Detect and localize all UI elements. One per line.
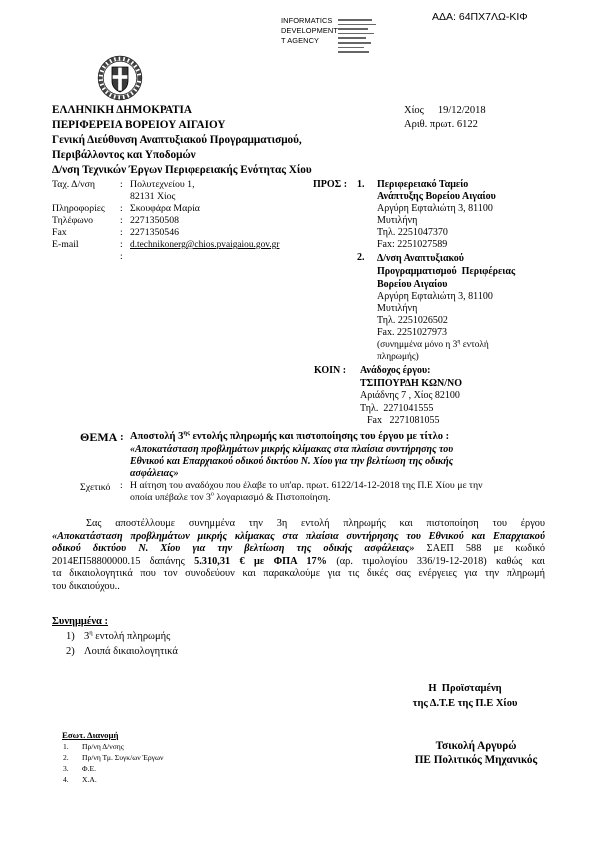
recipient-1	[377, 179, 496, 251]
ada-code: ΑΔΑ: 64ΠΧ7ΛΩ-ΚΙΦ	[432, 11, 528, 23]
contact-separator: :	[120, 239, 123, 250]
contact-label	[52, 251, 120, 263]
fine-print-line	[338, 51, 369, 53]
contact-row	[52, 227, 280, 239]
fine-print-line	[338, 47, 364, 49]
distribution-number: 3.	[63, 764, 69, 773]
greek-coat-of-arms-icon	[97, 55, 143, 101]
related-label: Σχετικό	[80, 482, 111, 493]
body-line	[52, 556, 545, 569]
contact-value: Σκουφάρα Μαρία	[130, 203, 200, 214]
recipient-detail: Τηλ. 2251026502	[377, 315, 448, 326]
recipient-note: πληρωμής)	[377, 352, 419, 362]
subject-text: εντολής πληρωμής και πιστοποίησης του έργου με τίτλο :	[189, 431, 450, 442]
recipient-name-line: Βορείου Αιγαίου	[377, 279, 448, 290]
body-amount: 5.310,31 € με ΦΠΑ 17%	[194, 555, 327, 567]
signatory-title	[395, 681, 535, 711]
fine-print-line	[338, 28, 368, 30]
date-value: 19/12/2018	[437, 105, 486, 116]
body-line	[52, 568, 545, 581]
signatory-title-line: της Δ.Τ.Ε της Π.Ε Χίου	[412, 698, 518, 709]
email-link[interactable]: d.technikonerg@chios.pvaigaiou.gov.gr	[130, 240, 280, 250]
recipient-number: 1.	[357, 179, 365, 190]
recipient-number: 2.	[357, 252, 365, 263]
body-text: ΣΑΕΠ 588 με κωδικό	[414, 543, 545, 555]
recipient-detail: Αργύρη Εφταλιώτη 3, 81100	[377, 291, 493, 302]
contact-row	[52, 215, 280, 227]
project-title	[130, 444, 453, 480]
cc-block	[360, 365, 462, 428]
related-text-part: λογαριασμό & Πιστοποίηση.	[213, 492, 331, 503]
attachment-text: Λοιπά δικαιολογητικά	[84, 646, 178, 657]
logo-line-1: INFORMATICS	[281, 16, 333, 25]
header-line: Περιβάλλοντος και Υποδομών	[52, 149, 196, 161]
recipient-detail: Fax: 2251027589	[377, 239, 448, 250]
contact-value: 2271350508	[130, 215, 179, 226]
subject-separator: :	[120, 431, 124, 443]
body-line	[52, 531, 545, 544]
attachment-superscript: η	[89, 629, 93, 637]
related-superscript: ο	[210, 491, 214, 498]
contact-separator: :	[120, 215, 123, 226]
cc-detail: Τηλ. 2271041555	[360, 402, 434, 414]
internal-distribution-label: Εσωτ. Διανομή	[62, 730, 119, 740]
body-project-title: οδικού δικτύου Ν. Χίου για την βελτίωση της οδικής ασφάλειας»	[52, 543, 415, 555]
contact-separator: :	[120, 227, 123, 238]
subject-label: ΘΕΜΑ	[80, 430, 118, 444]
project-title-line: «Αποκατάσταση προβλημάτων μικρής κλίμακας στα πλαίσια συντήρησης του	[130, 444, 454, 455]
contact-row	[52, 239, 280, 251]
recipient-note	[377, 339, 515, 351]
related-line: Η αίτηση του αναδόχου που έλαβε το υπ'αρ. πρωτ. 6122/14-12-2018 της Π.Ε Χίου με την	[130, 480, 483, 491]
fine-print-line	[338, 19, 372, 21]
attachment-item	[66, 644, 178, 659]
contact-row	[52, 251, 280, 263]
distribution-item	[63, 752, 163, 763]
fine-print-line	[338, 33, 374, 35]
logo-line-2: DEVELOPMENT	[281, 26, 338, 35]
body-text: του δικαιούχου..	[52, 580, 120, 592]
attachment-text	[84, 629, 170, 644]
related-line	[130, 492, 483, 504]
body-project-title: «Αποκατάσταση προβλημάτων μικρής κλίμακας στα πλαίσια συντήρησης του Εθνικού και Επαρχιακού	[52, 530, 545, 542]
contact-label: Τηλέφωνο	[52, 215, 94, 226]
cc-detail: Fax 2271081055	[367, 415, 440, 426]
cc-title: Ανάδοχος έργου:	[360, 365, 431, 376]
signatory-name: Τσικολή Αργυρώ	[435, 740, 517, 752]
cc-detail: Αριάδνης 7 , Χίος 82100	[360, 390, 460, 401]
attachment-item	[66, 629, 178, 644]
date-place: Χίος	[404, 105, 424, 116]
recipient-name-line: Προγραμματισμού Περιφέρειας	[377, 266, 516, 277]
recipient-detail: Τηλ. 2251047370	[377, 227, 448, 238]
fine-print-line	[338, 24, 376, 26]
body-paragraph	[52, 518, 545, 594]
recipient-detail: Fax. 2251027973	[377, 327, 447, 338]
recipient-name-line: Ανάπτυξης Βορείου Αιγαίου	[377, 191, 496, 202]
contact-label: E-mail	[52, 239, 79, 250]
header-line: ΠΕΡΙΦΕΡΕΙΑ ΒΟΡΕΙΟΥ ΑΙΓΑΙΟΥ	[52, 119, 226, 131]
subject-text: Αποστολή 3	[130, 431, 184, 442]
contact-row	[52, 179, 280, 191]
recipient-2	[377, 252, 515, 363]
body-text: τα δικαιολογητικά που τον συνοδεύουν και παρακαλούμε για τις δικές σας ενέργειες για την πληρωμή	[52, 568, 545, 580]
recipient-detail: Μυτιλήνη	[377, 303, 418, 314]
signatory	[400, 739, 552, 767]
contact-separator: :	[120, 251, 123, 262]
project-title-line: Εθνικού και Επαρχιακού οδικού δικτύου Ν. Χίου για την βελτίωση της οδικής	[130, 456, 454, 467]
distribution-number: 4.	[63, 775, 69, 784]
note-superscript: η	[457, 338, 461, 345]
to-label: ΠΡΟΣ :	[313, 179, 348, 190]
contact-value: Πολυτεχνείου 1,	[130, 179, 195, 190]
header-line: ΕΛΛΗΝΙΚΗ ΔΗΜΟΚΡΑΤΙΑ	[52, 104, 192, 116]
distribution-item	[63, 774, 163, 785]
internal-distribution-list	[63, 741, 163, 785]
attachment-number: 2)	[66, 646, 75, 657]
contact-separator: :	[120, 179, 123, 190]
distribution-text: Χ.Α.	[82, 775, 97, 784]
contact-value: 2271350546	[130, 227, 179, 238]
distribution-text: Πρ/νη Δ/νσης	[82, 742, 124, 751]
subject-superscript: ης	[183, 429, 190, 437]
cc-name: ΤΣΙΠΟΥΡΔΗ ΚΩΝ/ΝΟ	[360, 377, 463, 389]
contact-info	[52, 179, 280, 263]
recipient-name-line: Περιφερειακό Ταμείο	[377, 179, 469, 190]
header-line: Δ/νση Τεχνικών Έργων Περιφερειακής Ενότητας Χίου	[52, 164, 312, 176]
agency-logo	[281, 16, 338, 46]
fine-print-line	[338, 37, 366, 39]
body-text: Σας αποστέλλουμε συνημμένα την 3η εντολή πληρωμής και πιστοποίηση του έργου	[86, 518, 545, 529]
date-block	[404, 104, 486, 132]
recipient-detail: Μυτιλήνη	[377, 215, 418, 226]
body-line	[52, 543, 545, 556]
contact-label: Fax	[52, 227, 67, 238]
contact-separator	[120, 191, 130, 203]
attachment-number: 1)	[66, 631, 75, 642]
attachments-list	[66, 629, 178, 659]
logo-line-3: T AGENCY	[281, 36, 320, 45]
protocol-number: Αριθ. πρωτ. 6122	[404, 119, 478, 130]
related-text	[130, 480, 483, 504]
body-line	[52, 581, 545, 594]
body-text: (αρ. τιμολογίου 336/19-12-2018) καθώς και	[326, 555, 545, 567]
contact-separator: :	[120, 203, 123, 214]
contact-label: Ταχ. Δ/νση	[52, 179, 96, 190]
date-line	[404, 104, 486, 118]
distribution-number: 1.	[63, 742, 69, 751]
body-text: 2014ΕΠ58800000.15 δαπάνης	[52, 555, 195, 567]
issuer-header	[52, 103, 312, 178]
signatory-title-line: Η Προϊσταμένη	[428, 683, 502, 694]
note-text: (συνημμένα μόνο η 3	[377, 340, 458, 350]
attachment-text-part: 3	[84, 631, 90, 642]
cc-label: ΚΟΙΝ :	[314, 365, 347, 376]
contact-row	[52, 203, 280, 215]
related-separator: :	[120, 480, 123, 491]
fine-print-line	[338, 42, 371, 44]
body-line	[52, 518, 545, 531]
recipient-name-line: Δ/νση Αναπτυξιακού	[377, 253, 464, 264]
project-title-line: ασφάλειας»	[130, 468, 179, 479]
contact-label	[52, 191, 120, 203]
logo-fine-print	[338, 19, 378, 56]
contact-value: 82131 Χίος	[130, 191, 176, 202]
distribution-item	[63, 763, 163, 774]
distribution-number: 2.	[63, 753, 69, 762]
note-text: εντολή	[460, 340, 489, 350]
contact-label: Πληροφορίες	[52, 203, 105, 214]
subject-heading	[130, 430, 449, 444]
distribution-text: Πρ/νη Τμ. Συγκ/ων Έργων	[82, 753, 164, 762]
signatory-role: ΠΕ Πολιτικός Μηχανικός	[414, 754, 538, 766]
distribution-item	[63, 741, 163, 752]
attachments-label: Συνημμένα :	[52, 616, 109, 627]
related-text-part: οποία υπέβαλε τον 3	[130, 492, 211, 503]
attachment-text-part: εντολή πληρωμής	[92, 631, 171, 642]
contact-row	[52, 191, 280, 203]
header-line: Γενική Διεύθυνση Αναπτυξιακού Προγραμματισμού,	[52, 134, 302, 146]
recipient-detail: Αργύρη Εφταλιώτη 3, 81100	[377, 203, 493, 214]
distribution-text: Φ.Ε.	[82, 764, 96, 773]
